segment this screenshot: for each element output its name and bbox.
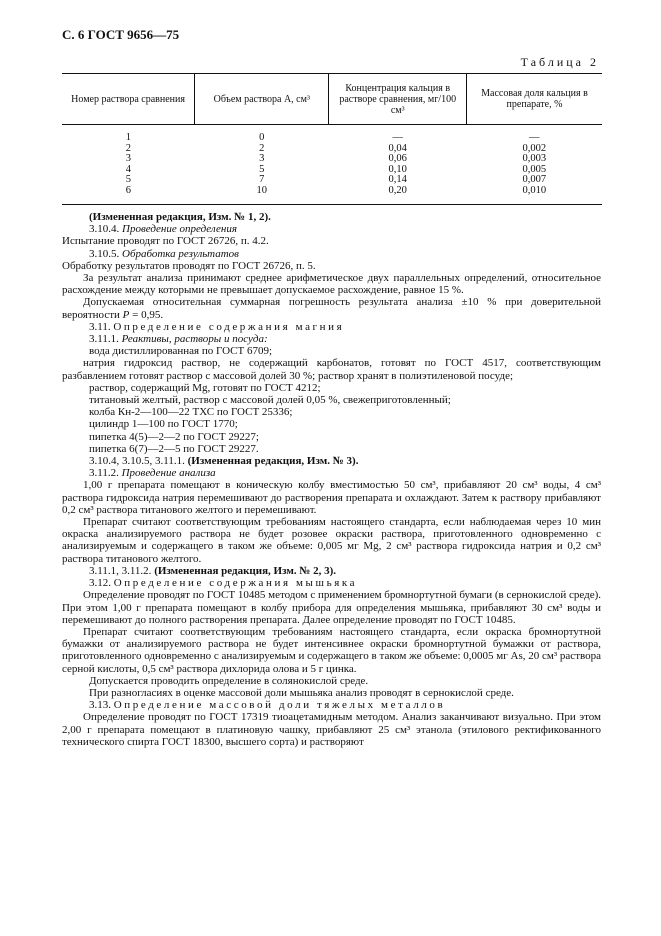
table-cell: 0,04 [388,142,407,154]
table-row [62,144,602,155]
table-cell: 2 [259,142,265,154]
table-cell: — [392,132,403,143]
paragraph: Препарат считают соответствующим требованиям настоящего стандарта, если наблюдаемая через 10 мин окраска анализируемого раствора не будет розовее окраски раствора, приготовленного одновременно с анализируемым и содержащего в таком же объеме: 0,005 мг Mg, 2 см³ раствора гидроксида натрия и 0,2 см³ раствора титанового желтого. [62,516,601,565]
table-cell: 0,003 [522,153,547,164]
paragraph: Допускаемая относительная суммарная погрешность результата анализа ±10 % при доверительной вероятности P = 0,95. [62,296,601,321]
table-cell: 4 [125,163,131,175]
table-header-row [62,74,602,125]
section-heading: 3.11. Определение содержания магния [89,320,345,333]
list-item: колба Кн-2—100—22 ТХС по ГОСТ 25336; [89,406,293,419]
table-cell: 3 [259,153,265,164]
document-body [62,211,601,748]
table-cell: 0,005 [522,163,547,175]
table-cell: 3 [125,153,131,164]
amendment-note: 3.11.1, 3.11.2. (Измененная редакция, Изм. № 2, 3). [89,564,337,577]
table-row [62,165,602,176]
section-heading: 3.11.2. Проведение анализа [89,467,216,480]
list-item: цилиндр 1—100 по ГОСТ 1770; [89,418,238,431]
table-cell: 1 [125,132,131,143]
column-header: Массовая доля кальция в препарате, % [467,74,603,125]
table-cell: 5 [259,163,265,175]
table-row [62,175,602,186]
page-header: С. 6 ГОСТ 9656—75 [62,27,180,42]
paragraph: При разногласиях в оценке массовой доли мышьяка анализ проводят в сернокислой среде. [89,686,514,699]
column-header: Объем раствора А, см³ [195,74,329,125]
table-cell: 0,14 [388,174,407,185]
paragraph: Препарат считают соответствующим требованиям настоящего стандарта, если окраска бромнортутной бумажки от анализируемого раствора не будет интенсивнее окраски бромнортутной бумажки от раствора, приготовленного одновременно с анализируемым и содержащего в таком же объеме: 0,0005 мг As, 20 см³ раствора серной кислоты, 0,5 см³ раствора дихлорида олова и 5 г цинка. [62,625,601,675]
table-cell: 0,20 [329,186,467,205]
paragraph: Испытание проводят по ГОСТ 26726, п. 4.2. [62,235,269,248]
table-cell: 0,010 [467,186,603,205]
table-cell: 10 [195,186,329,205]
list-item: вода дистиллированная по ГОСТ 6709; [89,345,273,358]
column-header: Концентрация кальция в растворе сравнения, мг/100 см³ [329,74,467,125]
table-cell: 7 [259,174,265,185]
section-heading: 3.12. Определение содержания мышьяка [89,577,358,590]
paragraph: Определение проводят по ГОСТ 10485 методом с применением бромнортутной бумаги (в сернокислой среде). При этом 1,00 г препарата помещают в колбу прибора для определения мышьяка, прибавляют 30 см³ воды и перемешивают до полного растворения препарата. Далее определение проводят по ГОСТ 10485. [62,589,601,626]
paragraph: Определение проводят по ГОСТ 17319 тиоацетамидным методом. Анализ заканчивают визуально. При этом 2,00 г препарата помещают в платиновую чашку, прибавляют 25 см³ этанола (этилового ректификованного технического спирта ГОСТ 18300, высшего сорта) и растворяют [62,711,601,748]
table-cell: 2 [125,142,131,154]
paragraph: 1,00 г препарата помещают в коническую колбу вместимостью 50 см³, прибавляют 20 см³ воды, 4 см³ раствора гидроксида натрия перемешивают до растворения препарата и охлаждают. Затем к раствору прибавляют 0,2 см³ раствора титанового желтого и перемешивают. [62,479,601,516]
table-row [62,154,602,165]
table-cell: 0 [259,132,265,143]
table-cell: 0,002 [522,142,547,154]
list-item: титановый желтый, раствор с массовой долей 0,05 %, свежеприготовленный; [89,394,451,407]
amendment-note: 3.10.4, 3.10.5, 3.11.1. (Измененная редакция, Изм. № 3). [89,455,359,468]
list-item: натрия гидроксид раствор, не содержащий карбонатов, готовят по ГОСТ 4517, соответствующим разбавлением готовят раствор с массовой долей 30 %; раствор хранят в полиэтиленовой посуде; [62,357,601,382]
table-cell: 0,06 [388,153,407,164]
section-heading: 3.10.5. Обработка результатов [89,247,239,260]
table-row [62,186,602,205]
section-heading: 3.10.4. Проведение определения [89,223,237,236]
list-item: пипетка 4(5)—2—2 по ГОСТ 29227; [89,430,259,443]
paragraph: Допускается проводить определение в солянокислой среде. [89,674,369,687]
paragraph: Обработку результатов проводят по ГОСТ 26726, п. 5. [62,259,316,272]
paragraph: За результат анализа принимают среднее арифметическое двух параллельных определений, относительное расхождение между которыми не превышает допускаемое расхождение, равное 15 %. [62,272,601,297]
reference-solutions-table [62,73,602,205]
table-cell: — [529,132,540,143]
table-row [62,125,602,144]
table-cell: 6 [62,186,195,205]
table-caption: Таблица 2 [520,55,599,69]
section-heading: 3.11.1. Реактивы, растворы и посуда: [89,333,268,346]
section-heading: 3.13. Определение массовой доли тяжелых металлов [89,699,446,712]
table-cell: 5 [125,174,131,185]
table-cell: 0,10 [388,163,407,175]
column-header: Номер раствора сравнения [62,74,195,125]
list-item: пипетка 6(7)—2—5 по ГОСТ 29227. [89,442,259,455]
amendment-note: (Измененная редакция, Изм. № 1, 2). [89,211,271,223]
list-item: раствор, содержащий Mg, готовят по ГОСТ 4212; [89,381,321,394]
table-cell: 0,007 [522,174,547,185]
